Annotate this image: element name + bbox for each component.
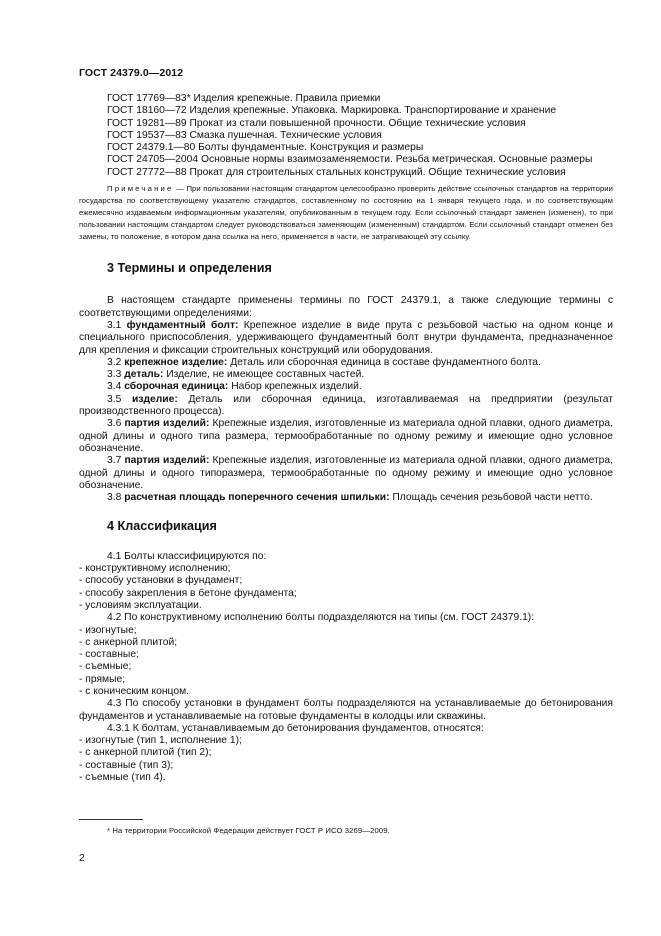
term-3-2: 3.2 крепежное изделие: Деталь или сборочная единица в составе фундаментного болта. — [107, 356, 541, 368]
section-4-heading: 4 Классификация — [107, 519, 217, 534]
note-label: Примечание — [107, 184, 174, 194]
reference-item: ГОСТ 17769—83* Изделия крепежные. Правила приемки — [107, 93, 381, 104]
footnote-divider — [79, 819, 143, 820]
page-number: 2 — [79, 853, 85, 864]
clause-4-3-1: 4.3.1 К болтам, устанавливаемым до бетонирования фундаментов, относятся: — [107, 722, 484, 734]
section-3-heading: 3 Термины и определения — [107, 261, 272, 276]
list-item: - с коническим концом. — [79, 685, 190, 697]
note-text: — При пользовании настоящим стандартом целесообразно проверить действие ссылочных стандартов на территории государства по соответствующему указателю стандартов, составленному по состоянию на 1 января текущего года, и по соответствующим ежемесячно издаваемым информационным указателям, опубликованным в текущем году. Если ссылочный стандарт заменен (изменен), то при пользовании настоящим стандартом следует руководствоваться заменяющим (измененным) стандартом. Если ссылочный стандарт отменен без замены, то положение, в котором дана ссылка на него, применяется в части, не затрагивающей эту ссылку. — [79, 184, 613, 242]
document-body — [79, 93, 613, 784]
list-item: - способу закрепления в бетоне фундамента; — [79, 587, 297, 599]
section-3-intro: В настоящем стандарте применены термины по ГОСТ 24379.1, а также следующие термины с соответствующими определениями: — [79, 295, 613, 319]
document-header: ГОСТ 24379.0—2012 — [79, 67, 184, 79]
reference-item: ГОСТ 24379.1—80 Болты фундаментные. Конструкция и размеры — [107, 142, 424, 154]
term-3-5: 3.5 изделие: Деталь или сборочная единица, изготавливаемая на предприятии (результат производственного процесса). — [79, 393, 613, 418]
reference-item: ГОСТ 27772—88 Прокат для строительных стальных конструкций. Общие технические условия — [107, 166, 566, 178]
list-item: - способу установки в фундамент; — [79, 575, 243, 587]
reference-item: ГОСТ 18160—72 Изделия крепежные. Упаковка. Маркировка. Транспортирование и хранение — [107, 105, 557, 117]
list-item: - условиям эксплуатации. — [79, 599, 202, 611]
list-item: - съемные (тип 4). — [79, 772, 166, 784]
list-item: - составные; — [79, 649, 139, 661]
list-item: - с анкерной плитой (тип 2); — [79, 747, 212, 759]
list-item: - прямые; — [79, 673, 126, 685]
list-item: - составные (тип 3); — [79, 759, 174, 771]
reference-item: ГОСТ 24705—2004 Основные нормы взаимозаменяемости. Резьба метрическая. Основные размеры — [107, 154, 593, 166]
list-item: - съемные; — [79, 661, 132, 673]
list-item: - изогнутые; — [79, 624, 137, 636]
term-3-6: 3.6 партия изделий: Крепежные изделия, изготовленные из материала одной плавки, одного диаметра, одной длины и одного типа размера, термообработанные по одному режиму и имеющие одно условное обозначение. — [79, 418, 613, 454]
list-item: - с анкерной плитой; — [79, 636, 178, 648]
term-3-4: 3.4 сборочная единица: Набор крепежных изделий. — [107, 381, 362, 393]
reference-item: ГОСТ 19281—89 Прокат из стали повышенной прочности. Общие технические условия — [107, 117, 526, 129]
term-3-8: 3.8 расчетная площадь поперечного сечения шпильки: Площадь сечения резьбовой части нетто. — [107, 492, 593, 504]
term-3-7: 3.7 партия изделий: Крепежные изделия, изготовленные из материала одной плавки, одного диаметра, одной длины и одного типоразмера, термообработанные по одному режиму и имеющие одно условное обозначение. — [79, 455, 613, 491]
reference-item: ГОСТ 19537—83 Смазка пушечная. Технические условия — [107, 129, 382, 141]
footnote: * На территории Российской Федерации действует ГОСТ Р ИСО 3269—2009. — [107, 826, 390, 835]
term-3-1: 3.1 фундаментный болт: Крепежное изделие в виде прута с резьбовой частью на одном конце и специального приспособления, удерживающего фундаментный болт внутри фундамента, предназначенное для крепления и фиксации строительных конструкций или оборудования. — [79, 319, 613, 356]
note-paragraph — [79, 183, 613, 243]
list-item: - конструктивному исполнению; — [79, 563, 231, 575]
term-3-3: 3.3 деталь: Изделие, не имеющее составных частей. — [107, 369, 365, 381]
clause-4-3: 4.3 По способу установки в фундамент болты подразделяются на устанавливаемые до бетонирования фундаментов и устанавливаемые на готовые фундаменты в колодцы или скважины. — [79, 698, 613, 722]
clause-4-1: 4.1 Болты классифицируются по: — [107, 550, 267, 562]
clause-4-2: 4.2 По конструктивному исполнению болты подразделяются на типы (см. ГОСТ 24379.1): — [107, 612, 535, 624]
list-item: - изогнутые (тип 1, исполнение 1); — [79, 735, 242, 747]
